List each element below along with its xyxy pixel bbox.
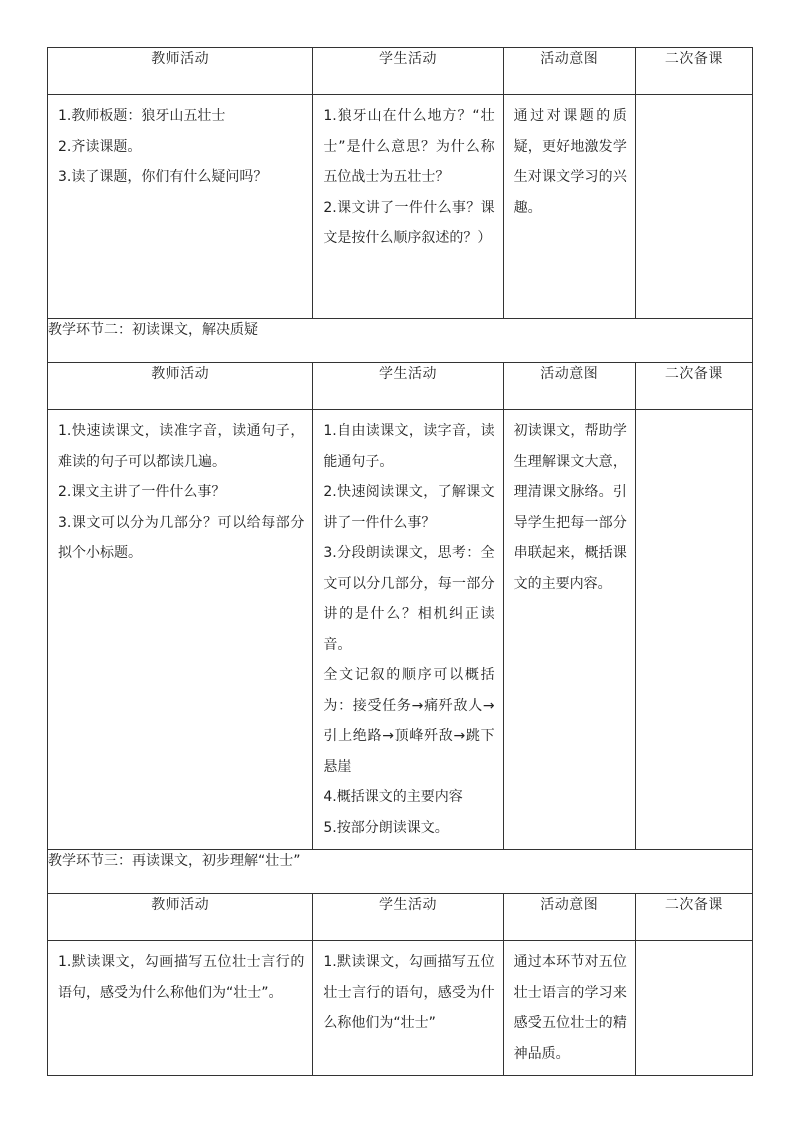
header-row [48,363,753,410]
header-student-activity: 学生活动 [313,363,503,410]
student-item: 2.快速阅读课文，了解课文讲了一件什么事？ [323,484,495,531]
teacher-item: 3.课文可以分为几部分？可以给每部分拟个小标题。 [58,514,305,561]
student-item: 1.默读课文，勾画描写五位壮士言行的语句，感受为什么称他们为“壮士” [323,954,495,1031]
section-title: 教学环节三：再读课文，初步理解“壮士” [48,850,753,894]
teacher-item: 1.默读课文，勾画描写五位壮士言行的语句，感受为什么称他们为“壮士”。 [58,954,305,1001]
header-second-prep: 二次备课 [635,363,752,410]
intent-text: 初读课文，帮助学生理解课文大意，理清课文脉络。引导学生把每一部分串联起来，概括课文的主要内容。 [513,423,627,592]
student-item: 5.按部分朗读课文。 [323,819,449,836]
content-row [48,410,753,850]
second-prep-cell [635,410,752,850]
teacher-activity-cell [48,410,313,850]
student-item: 3.分段朗读课文，思考：全文可以分几部分，每一部分讲的是什么？相机纠正读音。 [323,545,495,653]
content-row [48,95,753,319]
lesson-plan-table [47,47,753,1076]
header-teacher-activity: 教师活动 [48,894,313,941]
second-prep-cell [635,941,752,1076]
header-activity-intent: 活动意图 [503,363,635,410]
second-prep-cell [635,95,752,319]
header-row [48,894,753,941]
student-item: 1.狼牙山在什么地方？“壮士”是什么意思？为什么称五位战士为五壮士？ [323,108,495,185]
section-title: 教学环节二：初读课文，解决质疑 [48,319,753,363]
teacher-item: 2.齐读课题。 [58,138,142,155]
teacher-item: 1.快速读课文，读准字音，读通句子，难读的句子可以都读几遍。 [58,423,305,470]
student-item: 2.课文讲了一件什么事？课文是按什么顺序叙述的？） [323,199,495,246]
header-second-prep: 二次备课 [635,894,752,941]
header-row [48,48,753,95]
student-activity-cell [313,95,503,319]
header-activity-intent: 活动意图 [503,48,635,95]
student-activity-cell [313,941,503,1076]
header-activity-intent: 活动意图 [503,894,635,941]
teacher-item: 2.课文主讲了一件什么事？ [58,484,226,500]
header-second-prep: 二次备课 [635,48,752,95]
student-item: 4.概括课文的主要内容 [323,789,463,805]
header-teacher-activity: 教师活动 [48,363,313,410]
activity-intent-cell [503,941,635,1076]
intent-text: 通过本环节对五位壮士语言的学习来感受五位壮士的精神品质。 [513,954,627,1062]
intent-text: 通过对课题的质疑，更好地激发学生对课文学习的兴趣。 [513,108,627,216]
activity-intent-cell [503,410,635,850]
header-teacher-activity: 教师活动 [48,48,313,95]
student-item: 全文记叙的顺序可以概括为：接受任务→痛歼敌人→引上绝路→顶峰歼敌→跳下悬崖 [323,667,495,775]
content-row [48,941,753,1076]
student-activity-cell [313,410,503,850]
teacher-activity-cell [48,941,313,1076]
student-item: 1.自由读课文，读字音，读能通句子。 [323,423,495,470]
teacher-item: 1.教师板题：狼牙山五壮士 [58,108,226,124]
teacher-activity-cell [48,95,313,319]
teacher-item: 3.读了课题，你们有什么疑问吗？ [58,169,268,185]
header-student-activity: 学生活动 [313,48,503,95]
section-title-row [48,319,753,363]
section-title-row [48,850,753,894]
activity-intent-cell [503,95,635,319]
header-student-activity: 学生活动 [313,894,503,941]
